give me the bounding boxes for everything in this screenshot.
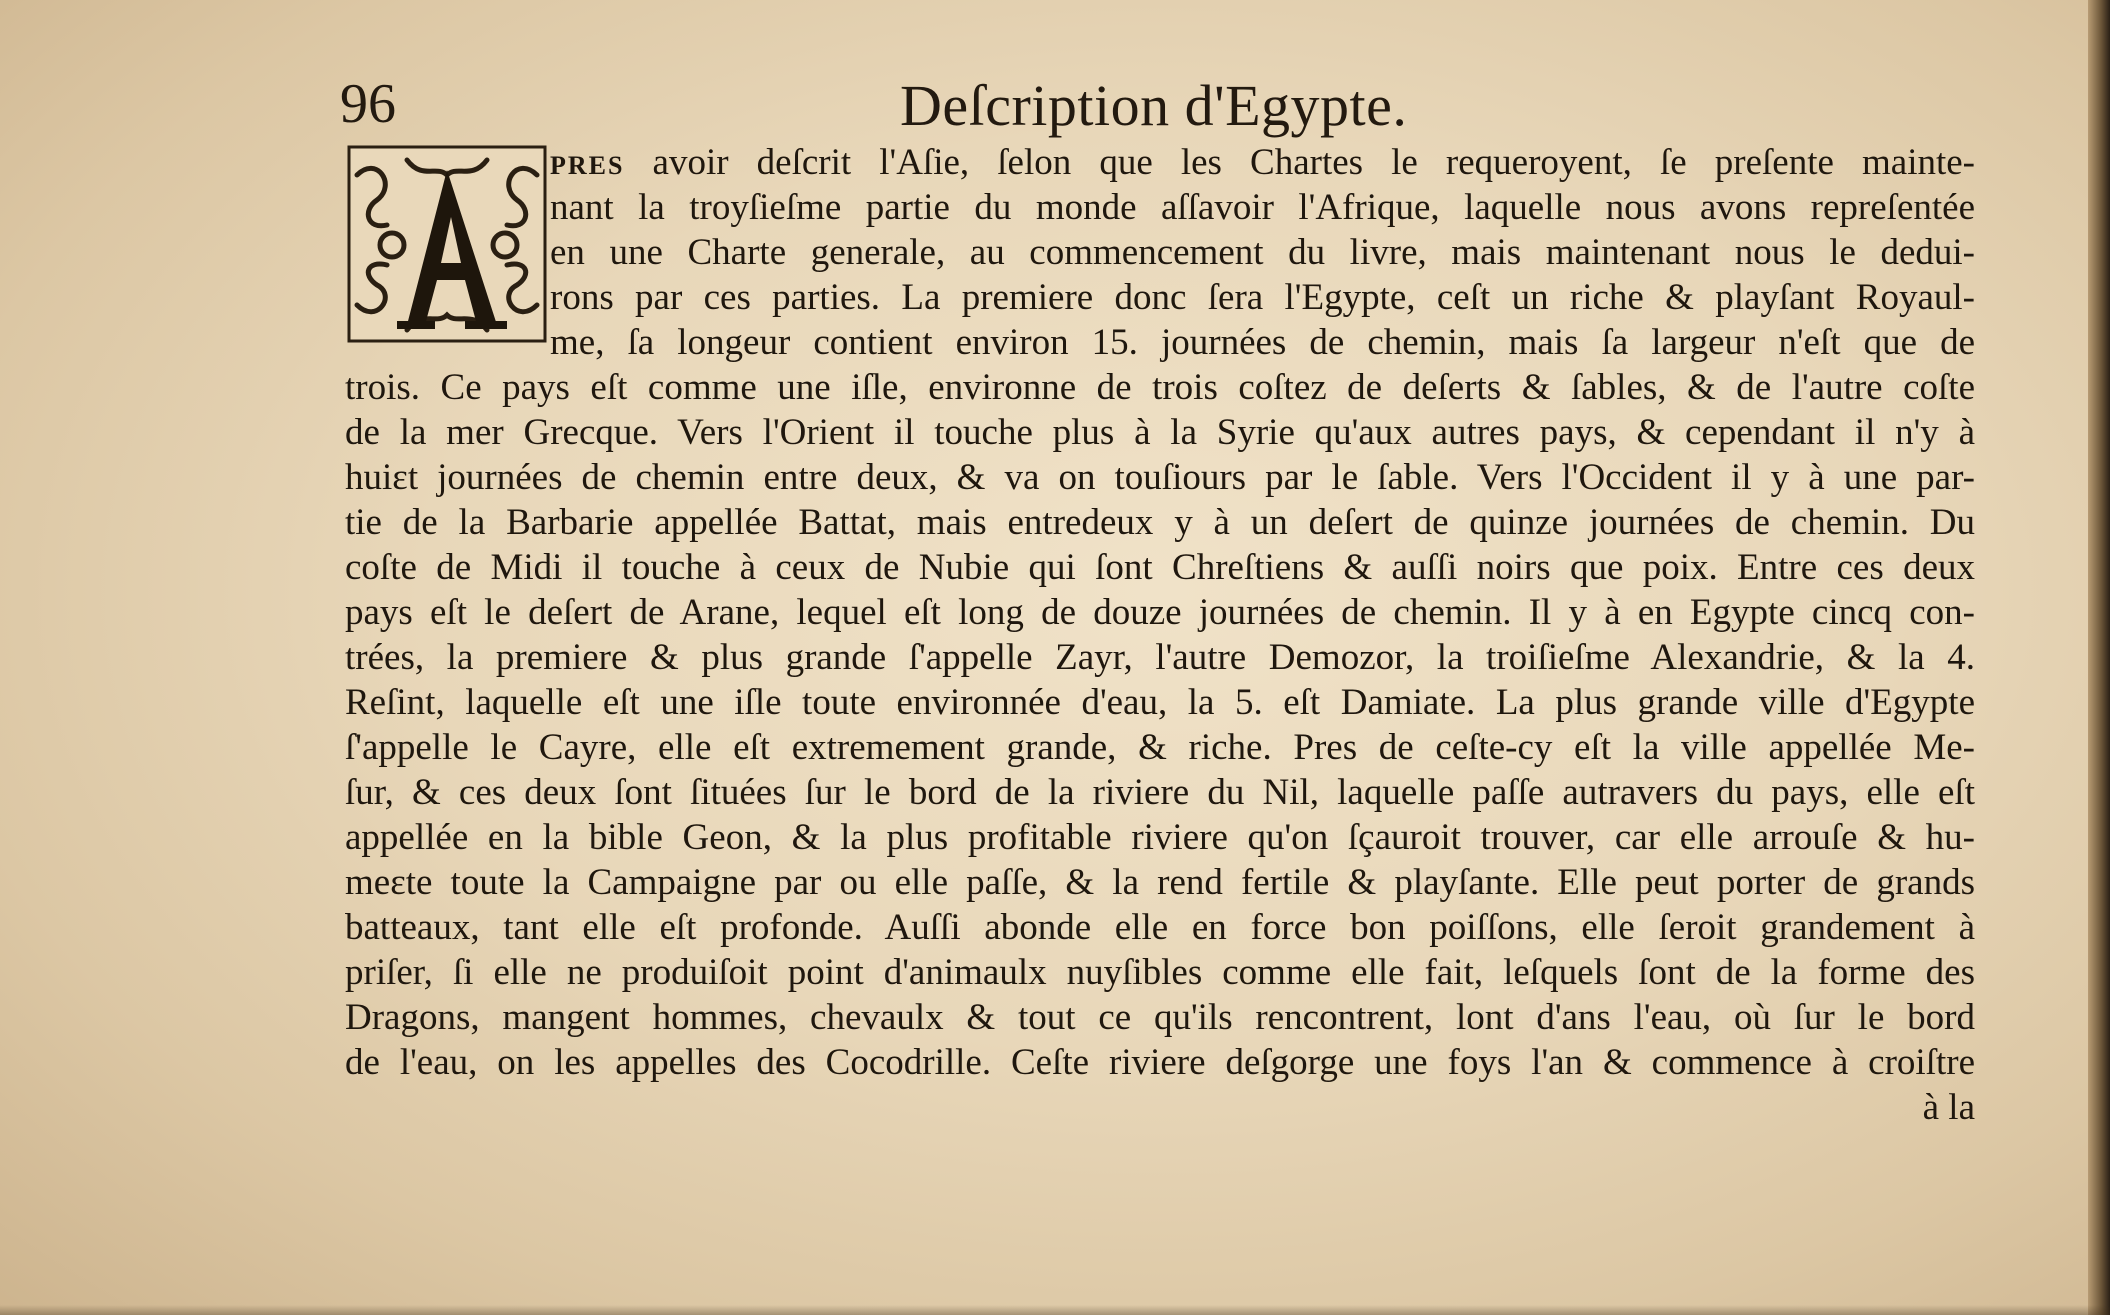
text-line: meɛte toute la Campaigne par ou elle paſſe, & la rend fertile & playſante. Elle peut porter de grands: [345, 862, 1975, 903]
text-line: ſ'appelle le Cayre, elle eſt extremement grande, & riche. Pres de ceſte-cy eſt la ville appellée Me-: [345, 727, 1975, 768]
text-line: appellée en la bible Geon, & la plus profitable riviere qu'on ſçauroit trouver, car elle arrouſe & hu-: [345, 817, 1975, 858]
text-line: ſur, & ces deux ſont ſituées ſur le bord de la riviere du Nil, laquelle paſſe autravers du pays, elle eſt: [345, 772, 1975, 813]
text-line: Dragons, mangent hommes, chevaulx & tout ce qu'ils rencontrent, lont d'ans l'eau, où ſur le bord: [345, 997, 1975, 1038]
body-text: [345, 140, 1975, 1130]
text-line: batteaux, tant elle eſt profonde. Auſſi abonde elle en force bon poiſſons, elle ſeroit grandement à: [345, 907, 1975, 948]
text-line: tie de la Barbarie appellée Battat, mais entredeux y à un deſert de quinze journées de chemin. Du: [345, 502, 1975, 543]
page-number: 96: [340, 73, 396, 135]
text-line: nant la troyſieſme partie du monde aſſavoir l'Afrique, laquelle nous avons repreſentée: [550, 187, 1975, 228]
text-line: pays eſt le deſert de Arane, lequel eſt long de douze journées de chemin. Il y à en Egypte cincq con-: [345, 592, 1975, 633]
text-line: trois. Ce pays eſt comme une iſle, environne de trois coſtez de deſerts & ſables, & de l'autre coſte: [345, 367, 1975, 408]
text-line: me, ſa longeur contient environ 15. journées de chemin, mais ſa largeur n'eſt que de: [550, 322, 1975, 363]
page-bottom-shadow: [0, 1305, 2110, 1315]
text-line: en une Charte generale, au commencement du livre, mais maintenant nous le dedui-: [550, 232, 1975, 273]
text-line: huiɛt journées de chemin entre deux, & va on touſiours par le ſable. Vers l'Occident il y à une par-: [345, 457, 1975, 498]
text-line: de la mer Grecque. Vers l'Orient il touche plus à la Syrie qu'aux autres pays, & cependant il n'y à: [345, 412, 1975, 453]
opening-small-caps: PRES: [550, 151, 625, 180]
text-line: de l'eau, on les appelles des Cocodrille. Ceſte riviere deſgorge une foys l'an & commence à croiſtre: [345, 1042, 1975, 1083]
page-header: [340, 72, 1980, 142]
text-line: priſer, ſi elle ne produiſoit point d'animaulx nuyſibles comme elle fait, leſquels ſont de la forme des: [345, 952, 1975, 993]
catchword: à la: [1922, 1087, 1975, 1128]
text-line: PRES avoir deſcrit l'Aſie, ſelon que les Chartes le requeroyent, ſe preſente mainte-: [550, 142, 1975, 183]
page-edge-shadow: [2088, 0, 2110, 1315]
running-title: Deſcription d'Egypte.: [900, 73, 1408, 138]
text-line: coſte de Midi il touche à ceux de Nubie qui ſont Chreſtiens & auſſi noirs que poix. Entre ces deux: [345, 547, 1975, 588]
text-line: trées, la premiere & plus grande ſ'appelle Zayr, l'autre Demozor, la troiſieſme Alexandrie, & la 4.: [345, 637, 1975, 678]
text-line: rons par ces parties. La premiere donc ſera l'Egypte, ceſt un riche & playſant Royaul-: [550, 277, 1975, 318]
text-line: Reſint, laquelle eſt une iſle toute environnée d'eau, la 5. eſt Damiate. La plus grande ville d'Egypte: [345, 682, 1975, 723]
